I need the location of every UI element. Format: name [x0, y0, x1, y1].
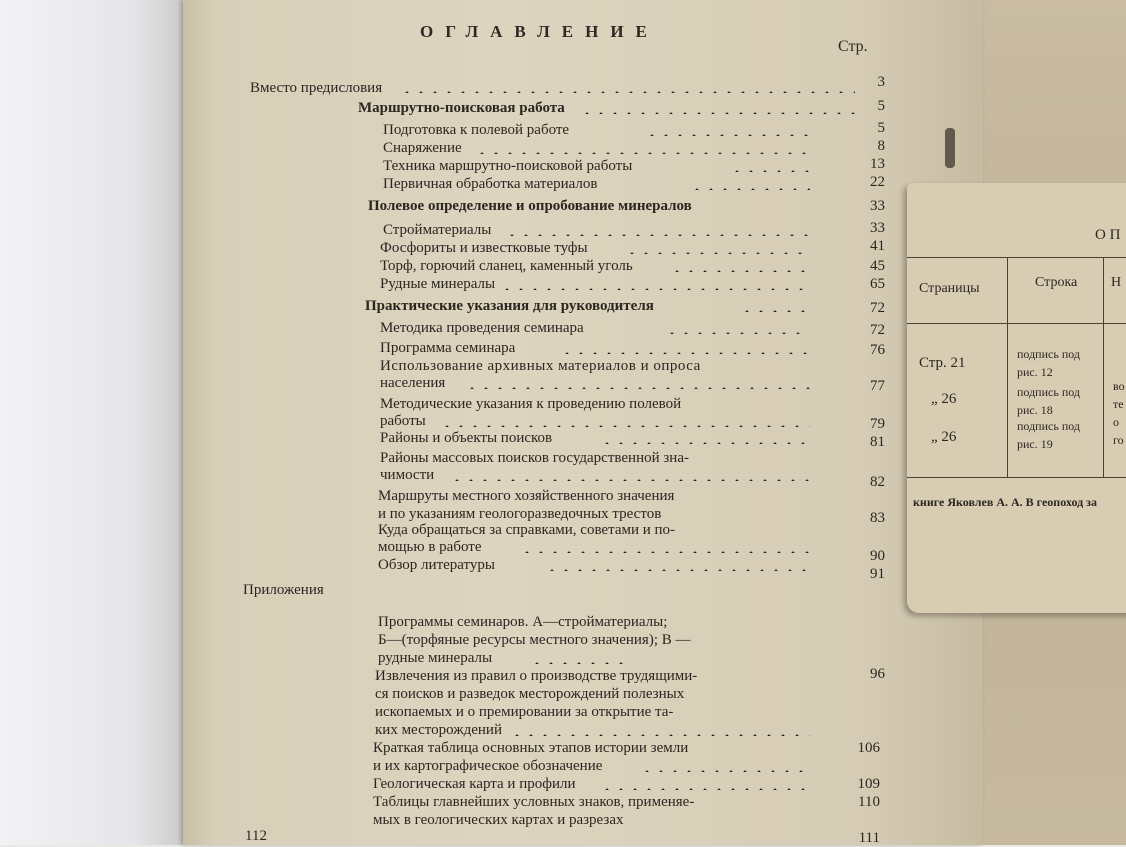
toc-entry: Извлечения из правил о производстве трудящими- — [375, 668, 698, 684]
toc-entry-continued: мощью в работе — [378, 539, 482, 555]
errata-col3: те — [1113, 397, 1124, 411]
toc-entry-continued: мых в геологических картах и разрезах — [373, 812, 624, 828]
toc-page: 72 — [870, 300, 885, 316]
toc-entry: Куда обращаться за справками, советами и по- — [378, 522, 676, 538]
dot-leader — [730, 170, 810, 172]
toc-entry: Фосфориты и известковые туфы — [380, 240, 588, 256]
errata-rule — [907, 477, 1126, 478]
toc-entry: Программы семинаров. А—стройматериалы; — [378, 614, 668, 630]
toc-page: 111 — [858, 830, 880, 846]
toc-entry-continued: населения — [380, 375, 446, 391]
toc-entry-continued: чимости — [380, 467, 435, 483]
toc-page: 77 — [870, 378, 885, 394]
binding-hole — [945, 128, 955, 168]
errata-page: „ 26 — [931, 391, 957, 407]
toc-entry: Стройматериалы — [383, 222, 492, 238]
toc-entry: Подготовка к полевой работе — [383, 122, 570, 138]
footer-page-number: 112 — [245, 828, 267, 844]
dot-leader — [475, 152, 810, 154]
errata-col-divider — [1103, 257, 1104, 477]
dot-leader — [665, 332, 810, 334]
toc-appendix-heading: Приложения — [243, 582, 324, 598]
toc-entry-continued: работы — [380, 413, 426, 429]
errata-line: подпись под — [1017, 419, 1081, 433]
toc-entry: Обзор литературы — [378, 557, 495, 573]
errata-line: рис. 19 — [1017, 437, 1053, 451]
errata-col3-fragment: Н — [1111, 275, 1122, 290]
toc-entry: Районы и объекты поисков — [380, 430, 553, 446]
dot-leader — [505, 234, 810, 236]
errata-title-fragment: О П — [1095, 227, 1121, 243]
toc-section: Маршрутно-поисковая работа — [358, 100, 565, 116]
toc-section: Практические указания для руководителя — [365, 298, 654, 314]
toc-entry: Использование архивных материалов и опроса — [380, 358, 701, 374]
toc-heading: ОГЛАВЛЕНИЕ — [420, 22, 659, 41]
errata-col-pages: Страницы — [919, 281, 980, 296]
errata-line: рис. 18 — [1017, 403, 1053, 417]
toc-entry: Методические указания к проведению полевой — [380, 396, 682, 412]
toc-section: Полевое определение и опробование минералов — [368, 198, 692, 214]
toc-entry: Геологическая карта и профили — [373, 776, 576, 792]
toc-page: 96 — [870, 666, 885, 682]
toc-entry: Краткая таблица основных этапов истории земли — [373, 740, 689, 756]
toc-entry-continued: ископаемых и о премировании за открытие та- — [375, 704, 674, 720]
errata-page: „ 26 — [931, 429, 957, 445]
dot-leader — [600, 442, 810, 444]
errata-line: рис. 12 — [1017, 365, 1053, 379]
errata-footnote: книге Яковлев А. А. В геопоход за — [913, 495, 1098, 509]
toc-page: 90 — [870, 548, 885, 564]
toc-page: 22 — [870, 174, 885, 190]
toc-entry: Рудные минералы — [380, 276, 496, 292]
toc-entry: Первичная обработка материалов — [383, 176, 598, 192]
dot-leader — [645, 134, 810, 136]
dot-leader — [545, 569, 810, 571]
toc-page: 79 — [870, 416, 885, 432]
errata-col3: во — [1113, 379, 1125, 393]
toc-entry: Таблицы главнейших условных знаков, применяе- — [373, 794, 695, 810]
toc-page: 41 — [870, 238, 885, 254]
errata-col-line: Строка — [1035, 275, 1078, 290]
toc-page: 33 — [870, 220, 885, 236]
toc-entry: Снаряжение — [383, 140, 462, 156]
dot-leader — [450, 479, 810, 481]
dot-leader — [690, 188, 810, 190]
dot-leader — [600, 788, 810, 790]
errata-col3: о — [1113, 415, 1119, 429]
toc-page: 65 — [870, 276, 885, 292]
errata-col-divider — [1007, 257, 1008, 477]
background-left — [0, 0, 190, 845]
toc-page: 33 — [870, 198, 885, 214]
toc-page: 3 — [877, 74, 885, 90]
toc-page: 5 — [877, 120, 885, 136]
toc-page: 72 — [870, 322, 885, 338]
toc-page: 91 — [870, 566, 885, 582]
dot-leader — [580, 112, 855, 114]
dot-leader — [740, 310, 810, 312]
page-column-label: Стр. — [838, 38, 868, 55]
toc-entry-continued: рудные минералы — [378, 650, 493, 666]
errata-page: Стр. 21 — [919, 355, 966, 371]
dot-leader — [465, 387, 810, 389]
errata-line: подпись под — [1017, 347, 1081, 361]
toc-page: 110 — [858, 794, 880, 810]
toc-page: 8 — [877, 138, 885, 154]
dot-leader — [510, 734, 810, 736]
errata-col3-extra: го — [1113, 433, 1124, 447]
dot-leader — [640, 770, 810, 772]
dot-leader — [530, 662, 630, 664]
toc-page: 13 — [870, 156, 885, 172]
toc-entry-continued: Б—(торфяные ресурсы местного значения); В — — [378, 632, 691, 648]
errata-rule — [907, 323, 1126, 324]
dot-leader — [440, 425, 810, 427]
toc-page: 5 — [877, 98, 885, 114]
toc-entry-continued: и по указаниям геологоразведочных трестов — [378, 506, 662, 522]
toc-entry: Районы массовых поисков государственной зна- — [380, 450, 689, 466]
errata-slip — [907, 183, 1126, 613]
dot-leader — [500, 288, 810, 290]
dot-leader — [670, 270, 810, 272]
toc-page: 106 — [857, 740, 880, 756]
errata-line: подпись под — [1017, 385, 1081, 399]
toc-page: 45 — [870, 258, 885, 274]
toc-page: 109 — [857, 776, 880, 792]
dot-leader — [520, 551, 810, 553]
toc-entry: Техника маршрутно-поисковой работы — [383, 158, 633, 174]
toc-page: 82 — [870, 474, 885, 490]
toc-entry-continued: и их картографическое обозначение — [373, 758, 603, 774]
toc-entry-continued: ся поисков и разведок месторождений полезных — [375, 686, 685, 702]
toc-entry: Вместо предисловия — [250, 80, 383, 96]
toc-page: 76 — [870, 342, 885, 358]
toc-page: 83 — [870, 510, 885, 526]
errata-rule — [907, 257, 1126, 258]
dot-leader — [560, 352, 810, 354]
toc-page: 81 — [870, 434, 885, 450]
toc-entry: Маршруты местного хозяйственного значения — [378, 488, 675, 504]
dot-leader — [625, 252, 810, 254]
toc-entry: Методика проведения семинара — [380, 320, 584, 336]
dot-leader — [400, 91, 855, 93]
toc-entry: Программа семинара — [380, 340, 516, 356]
toc-entry: Торф, горючий сланец, каменный уголь — [380, 258, 633, 274]
toc-entry-continued: ких месторождений — [375, 722, 502, 738]
